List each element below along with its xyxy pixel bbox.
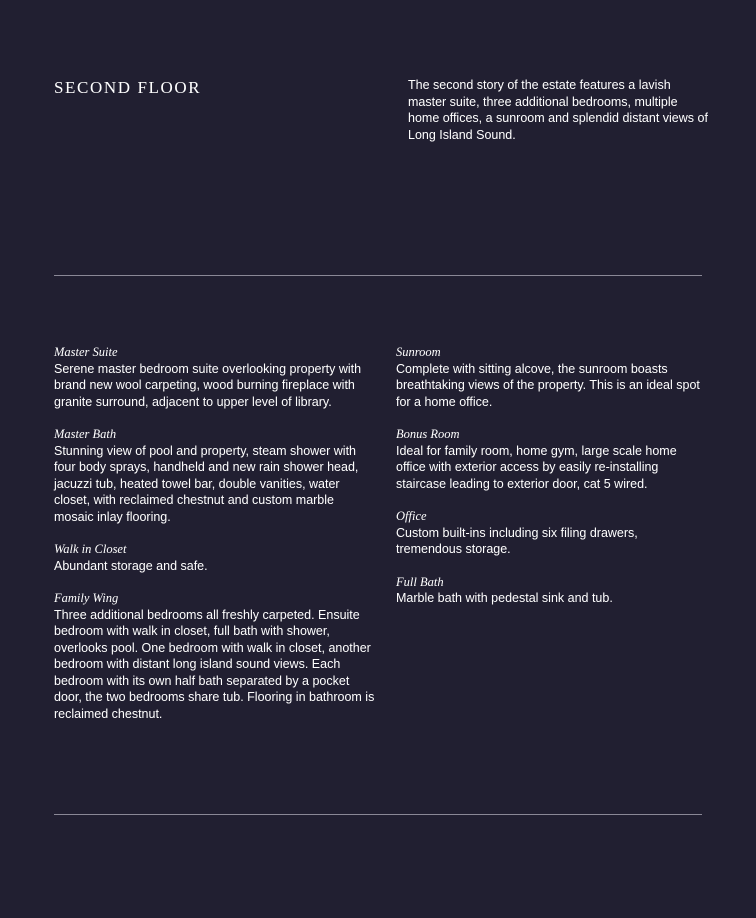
intro-paragraph: The second story of the estate features a lavish master suite, three additional bedrooms, multiple home offices, a sunroom and splendid distant views of Long Island Sound.	[408, 78, 708, 142]
section-sunroom	[396, 344, 702, 410]
section-master-suite	[54, 344, 376, 410]
right-column	[396, 344, 702, 623]
section-title: Bonus Room	[396, 427, 460, 441]
section-body: Three additional bedrooms all freshly carpeted. Ensuite bedroom with walk in closet, full bath with shower, overlooks pool. One bedroom with walk in closet, another bedroom with distant long island sound views. Each bedroom with its own half bath separated by a pocket door, the two bedrooms share tub. Flooring in bathroom is reclaimed chestnut.	[54, 607, 375, 721]
section-title: Family Wing	[54, 591, 119, 605]
top-divider	[54, 275, 702, 276]
section-body: Serene master bedroom suite overlooking property with brand new wool carpeting, wood burning fireplace with granite surround, adjacent to upper level of library.	[54, 361, 362, 409]
section-title: Walk in Closet	[54, 542, 127, 556]
section-body: Abundant storage and safe.	[54, 558, 208, 573]
section-title: Office	[396, 509, 427, 523]
bottom-divider	[54, 814, 702, 815]
section-body: Stunning view of pool and property, steam shower with four body sprays, handheld and new rain shower head, jacuzzi tub, heated towel bar, double vanities, water closet, with reclaimed chestnut and custom marble mosaic inlay flooring.	[54, 443, 359, 524]
section-family-wing	[54, 590, 376, 722]
left-column	[54, 344, 376, 738]
section-title: Full Bath	[396, 574, 444, 589]
section-body: Ideal for family room, home gym, large scale home office with exterior access by easily re-installing staircase leading to exterior door, cat 5 wired.	[396, 443, 677, 491]
page-title: SECOND FLOOR	[54, 78, 202, 97]
section-title: Sunroom	[396, 345, 441, 359]
section-body: Custom built-ins including six filing drawers, tremendous storage.	[396, 525, 638, 556]
section-title: Master Bath	[54, 427, 117, 441]
section-walk-in-closet	[54, 541, 376, 574]
section-body: Marble bath with pedestal sink and tub.	[396, 591, 613, 605]
section-body: Complete with sitting alcove, the sunroom boasts breathtaking views of the property. This is an ideal spot for a home office.	[396, 361, 700, 409]
section-office	[396, 508, 702, 558]
section-title: Master Suite	[54, 345, 118, 359]
section-full-bath	[396, 574, 702, 607]
section-bonus-room	[396, 426, 702, 492]
section-master-bath	[54, 426, 376, 525]
